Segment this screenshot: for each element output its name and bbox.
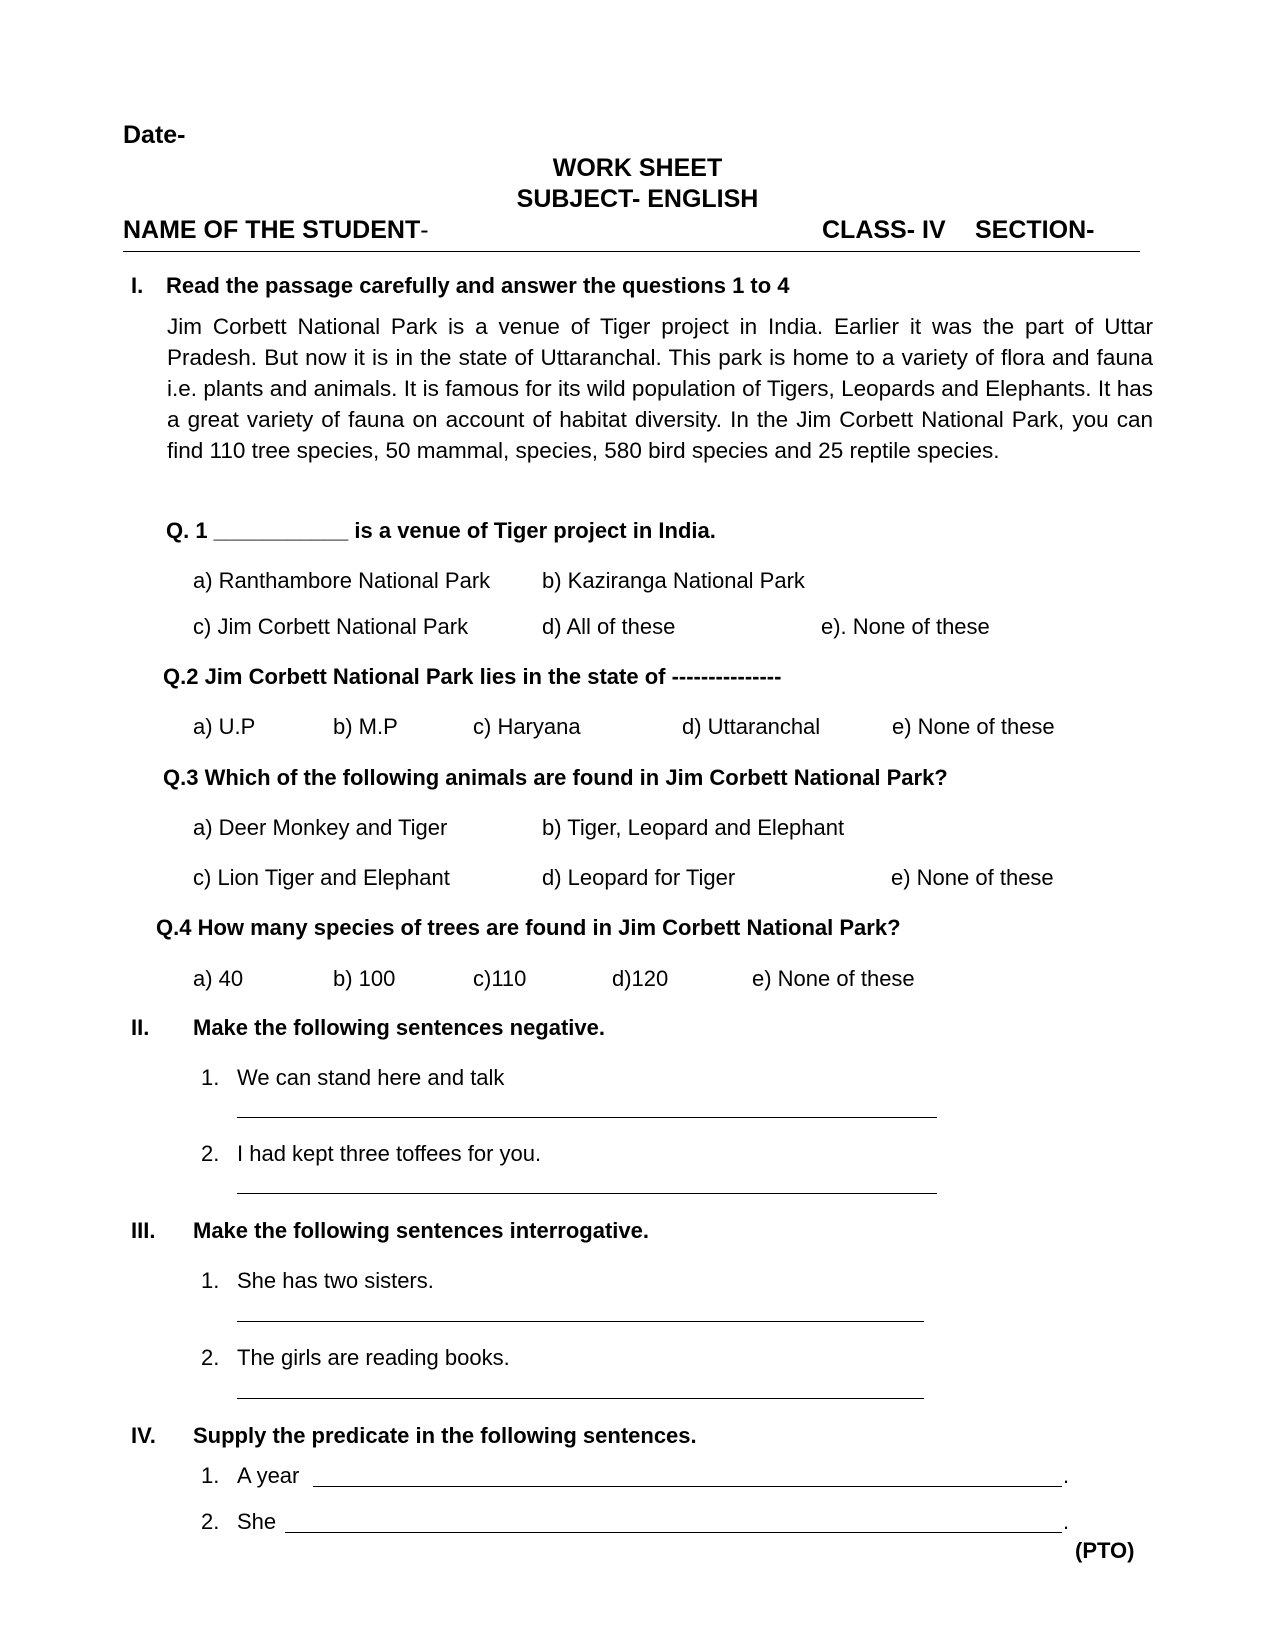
subject-title: SUBJECT- ENGLISH	[516, 185, 759, 213]
section-3-item-1-answer-line[interactable]	[237, 1321, 924, 1322]
q3-option-d: d) Leopard for Tiger	[542, 865, 736, 890]
q1-option-b: b) Kaziranga National Park	[542, 568, 805, 593]
section-2-numeral: II.	[131, 1015, 150, 1040]
question-2: Q.2 Jim Corbett National Park lies in the state of ---------------	[163, 664, 782, 689]
section-4-item-2-answer-line[interactable]	[285, 1532, 1062, 1533]
section-4-item-1-answer-line[interactable]	[313, 1486, 1062, 1487]
q4-option-a: a) 40	[193, 966, 244, 991]
question-3: Q.3 Which of the following animals are found in Jim Corbett National Park?	[163, 765, 948, 790]
section-4-item-2-period: .	[1063, 1509, 1070, 1534]
q3-option-e: e) None of these	[891, 865, 1054, 890]
section-1-instruction: Read the passage carefully and answer the questions 1 to 4	[166, 273, 790, 298]
q4-option-b: b) 100	[333, 966, 396, 991]
question-1: Q. 1 ___________ is a venue of Tiger project in India.	[166, 518, 716, 543]
student-name-dash: -	[420, 216, 429, 244]
class-label: CLASS- IV	[822, 216, 946, 244]
header-rule	[123, 251, 1140, 252]
q4-option-c: c)110	[473, 966, 527, 991]
section-2-item-1-answer-line[interactable]	[237, 1117, 937, 1118]
section-3-item-2-answer-line[interactable]	[237, 1398, 924, 1399]
pto-label: (PTO)	[1075, 1538, 1135, 1563]
section-4-instruction: Supply the predicate in the following sentences.	[193, 1423, 697, 1448]
section-2-item-2-answer-line[interactable]	[237, 1193, 937, 1194]
worksheet-title: WORK SHEET	[552, 154, 723, 182]
section-4-item-1-text: A year	[237, 1463, 300, 1488]
section-4-item-2-text: She	[237, 1509, 277, 1534]
section-3-item-2-text: The girls are reading books.	[237, 1345, 510, 1370]
q4-option-d: d)120	[612, 966, 669, 991]
section-4-item-1-period: .	[1063, 1463, 1070, 1488]
section-2-item-2-number: 2.	[201, 1141, 220, 1166]
section-label: SECTION-	[975, 216, 1095, 244]
q1-option-d: d) All of these	[542, 614, 676, 639]
q1-option-a: a) Ranthambore National Park	[193, 568, 491, 593]
q4-option-e: e) None of these	[752, 966, 915, 991]
section-4-numeral: IV.	[131, 1423, 156, 1448]
section-3-item-2-number: 2.	[201, 1345, 220, 1370]
q3-option-b: b) Tiger, Leopard and Elephant	[542, 815, 845, 840]
section-3-instruction: Make the following sentences interrogative.	[193, 1218, 649, 1243]
reading-passage: Jim Corbett National Park is a venue of Tiger project in India. Earlier it was the part of Uttar Pradesh. But now it is in the state of Uttaranchal. This park is home to a variety of flora and fauna i.e. plants and animals. It is famous for its wild population of Tigers, Leopards and Elephants. It has a great variety of fauna on account of habitat diversity. In the Jim Corbett National Park, you can find 110 tree species, 50 mammal, species, 580 bird species and 25 reptile species.	[167, 314, 1153, 463]
section-2-item-1-number: 1.	[201, 1065, 220, 1090]
section-3-item-1-number: 1.	[201, 1268, 220, 1293]
section-3-numeral: III.	[131, 1218, 156, 1243]
section-1-numeral: I.	[131, 273, 144, 298]
q2-option-c: c) Haryana	[473, 714, 581, 739]
q2-option-a: a) U.P	[193, 714, 256, 739]
question-4: Q.4 How many species of trees are found in Jim Corbett National Park?	[156, 915, 901, 940]
q1-option-c: c) Jim Corbett National Park	[193, 614, 469, 639]
student-name-label: NAME OF THE STUDENT	[123, 216, 421, 244]
student-name-row	[123, 216, 429, 245]
section-2-instruction: Make the following sentences negative.	[193, 1015, 605, 1040]
q3-option-a: a) Deer Monkey and Tiger	[193, 815, 448, 840]
q2-option-e: e) None of these	[892, 714, 1055, 739]
q3-option-c: c) Lion Tiger and Elephant	[193, 865, 450, 890]
section-2-item-2-text: I had kept three toffees for you.	[237, 1141, 542, 1166]
q1-option-e: e). None of these	[821, 614, 990, 639]
section-2-item-1-text: We can stand here and talk	[237, 1065, 505, 1090]
q2-option-d: d) Uttaranchal	[682, 714, 821, 739]
section-3-item-1-text: She has two sisters.	[237, 1268, 434, 1293]
section-4-item-1-number: 1.	[201, 1463, 220, 1488]
section-4-item-2-number: 2.	[201, 1509, 220, 1534]
q2-option-b: b) M.P	[333, 714, 398, 739]
date-label: Date-	[123, 121, 186, 149]
